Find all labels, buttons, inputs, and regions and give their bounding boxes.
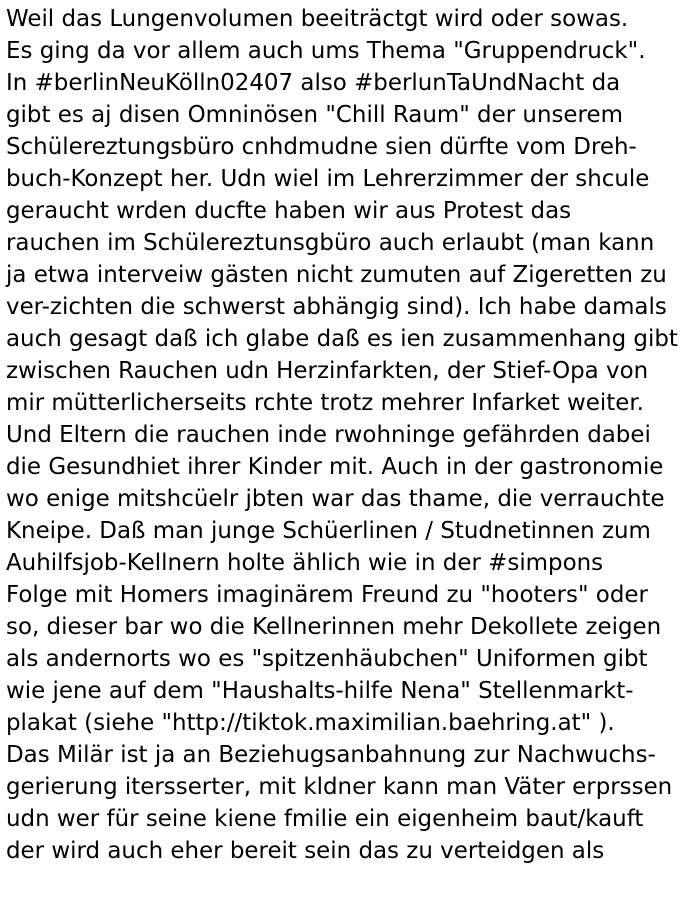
text-line: gibt es aj disen Omninösen "Chill Raum" der unserem [6,102,623,128]
text-line: Das Milär ist ja an Beziehugsanbahnung zur Nachwuchs- [6,742,656,768]
text-line: gerierung itersserter, mit kldner kann man Väter erprssen [6,774,673,800]
document-text [6,3,682,867]
text-line: geraucht wrden ducfte haben wir aus Protest das [6,198,572,224]
text-line: ver-zichten die schwerst abhängig sind). Ich habe damals [6,294,667,320]
text-line: plakat (siehe "http://tiktok.maximilian.baehring.at" ). [6,710,615,736]
text-line: Weil das Lungenvolumen beeiträctgt wird oder sowas. [6,6,629,32]
text-line: zwischen Rauchen udn Herzinfarkten, der Stief-Opa von [6,358,649,384]
text-line: Es ging da vor allem auch ums Thema "Gruppendruck". [6,38,646,64]
text-line: buch-Konzept her. Udn wiel im Lehrerzimmer der shcule [6,166,650,192]
text-line: mir mütterlicherseits rchte trotz mehrer Infarket weiter. [6,390,644,416]
text-line: In #berlinNeuKölln02407 also #berlunTaUndNacht da [6,70,621,96]
text-line: wie jene auf dem "Haushalts-hilfe Nena" Stellenmarkt- [6,678,634,704]
text-line: Folge mit Homers imaginärem Freund zu "hooters" oder [6,582,648,608]
text-line: ja etwa interveiw gästen nicht zumuten auf Zigeretten zu [6,262,667,288]
text-line: die Gesundhiet ihrer Kinder mit. Auch in der gastronomie [6,454,664,480]
text-line: Kneipe. Daß man junge Schüerlinen / Studnetinnen zum [6,518,651,544]
text-line: wo enige mitshcüelr jbten war das thame, die verrauchte [6,486,665,512]
text-line: Schülereztungsbüro cnhdmudne sien dürfte vom Dreh- [6,134,637,160]
text-line: so, dieser bar wo die Kellnerinnen mehr Dekollete zeigen [6,614,662,640]
text-line: der wird auch eher bereit sein das zu verteidgen als [6,838,605,864]
text-line: als andernorts wo es "spitzenhäubchen" Uniformen gibt [6,646,648,672]
text-line: rauchen im Schülereztunsgbüro auch erlaubt (man kann [6,230,655,256]
text-line: auch gesagt daß ich glabe daß es ien zusammenhang gibt [6,326,678,352]
text-line: udn wer für seine kiene fmilie ein eigenheim baut/kauft [6,806,644,832]
text-line: Auhilfsjob-Kellnern holte ählich wie in der #simpons [6,550,604,576]
text-line: Und Eltern die rauchen inde rwohninge gefährden dabei [6,422,651,448]
